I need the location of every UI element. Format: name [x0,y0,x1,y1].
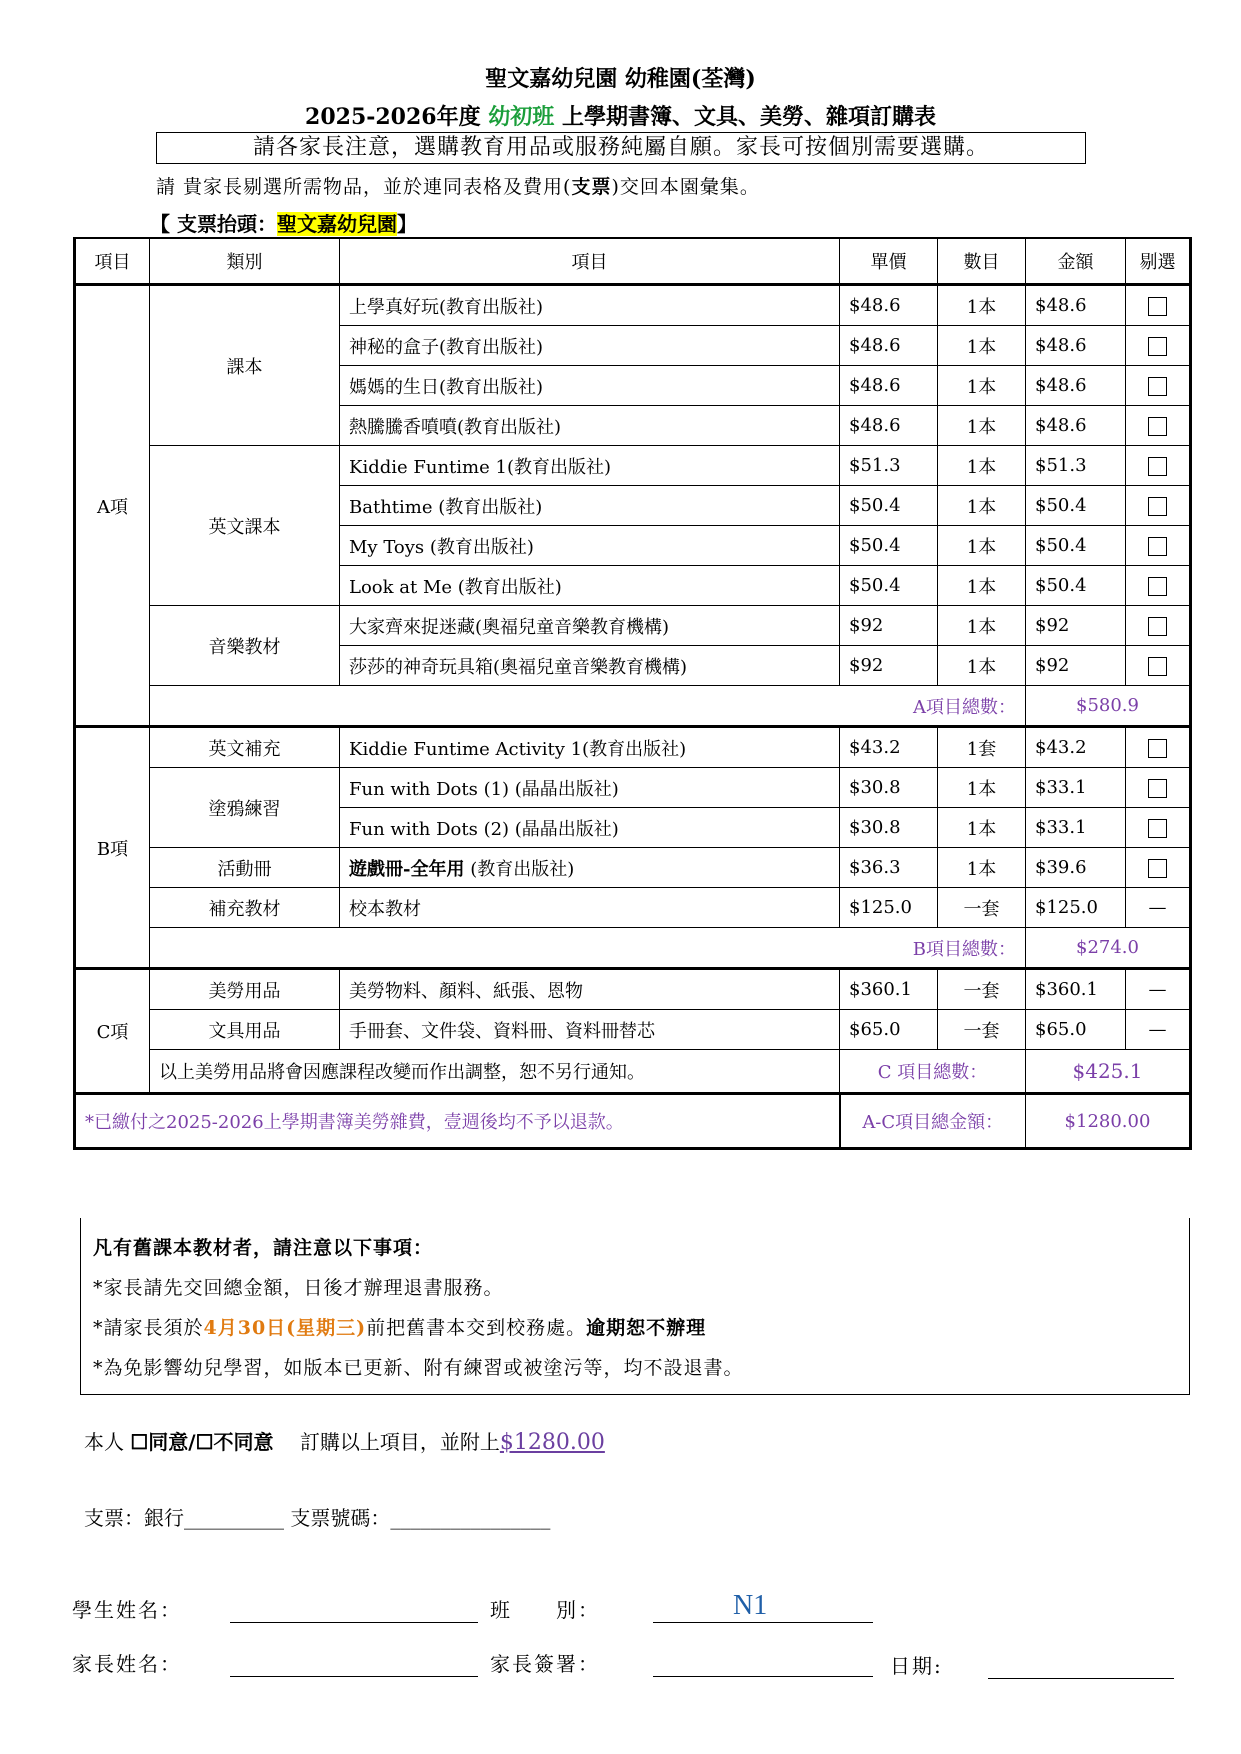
price-cell: $50.4 [840,526,938,566]
checkbox[interactable] [1148,337,1167,356]
student-name-field[interactable] [230,1622,478,1623]
item-cell: 媽媽的生日(教育出版社) [340,366,840,406]
table-header-row [75,238,1191,285]
qty-cell: 1本 [938,446,1026,486]
note-2-pre: *請家長須於 [93,1317,204,1339]
qty-cell: 一套 [938,969,1026,1010]
qty-cell: 1本 [938,406,1026,446]
voluntary-notice: 請各家長注意，選購教育用品或服務純屬自願。家長可按個別需要選購。 [156,132,1086,164]
item-publisher: (教育出版社) [464,858,575,880]
item-cell: 上學真好玩(教育出版社) [340,285,840,326]
item-cell: 莎莎的神奇玩具箱(奧福兒童音樂教育機構) [340,646,840,686]
select-mark: — [1126,888,1191,928]
category-cell: 英文課本 [150,446,340,606]
amount-cell: $50.4 [1026,486,1126,526]
section-c-total-row [75,1050,1191,1094]
col-header-select: 剔選 [1126,238,1191,285]
table-row [75,768,1191,808]
section-a-label: A項 [75,285,150,727]
col-header-item: 項目 [340,238,840,285]
amount-cell: $33.1 [1026,768,1126,808]
section-b-total-label: B項目總數： [150,928,1026,969]
qty-cell: 1本 [938,326,1026,366]
agreement-line [84,1426,605,1455]
amount-cell: $33.1 [1026,808,1126,848]
amount-cell: $50.4 [1026,566,1126,606]
order-table [73,237,1192,1150]
table-row [75,888,1191,928]
school-title: 聖文嘉幼兒園 幼稚園(荃灣) [485,66,756,92]
class-field[interactable] [653,1622,873,1623]
checkbox[interactable] [1148,617,1167,636]
col-header-price: 單價 [840,238,938,285]
category-cell: 音樂教材 [150,606,340,686]
grand-total-row [75,1094,1191,1149]
title-rest: 上學期書簿、文具、美勞、雜項訂購表 [554,104,936,130]
amount-cell: $48.6 [1026,285,1126,326]
cheque-payee-line [150,208,417,237]
note-2-bold: 逾期恕不辦理 [586,1317,707,1339]
item-cell: 熱騰騰香噴噴(教育出版社) [340,406,840,446]
item-cell: Kiddie Funtime Activity 1(教育出版社) [340,727,840,768]
checkbox[interactable] [1148,497,1167,516]
cheque-info-line: 支票：銀行__________ 支票號碼：________________ [84,1506,551,1530]
title-class: 幼初班 [488,104,555,130]
select-cell[interactable] [1126,848,1191,888]
select-cell[interactable] [1126,646,1191,686]
price-cell: $48.6 [840,326,938,366]
note-2-mid: 前把舊書本交到校務處。 [366,1317,587,1339]
instruction-post: )交回本園彙集。 [611,176,760,198]
col-header-section: 項目 [75,238,150,285]
price-cell: $50.4 [840,486,938,526]
price-cell: $43.2 [840,727,938,768]
parent-name-field[interactable] [230,1676,478,1677]
item-cell: 手冊套、文件袋、資料冊、資料冊替芯 [340,1010,840,1050]
grand-total: $1280.00 [1026,1094,1191,1149]
agreement-pre: 本人 [84,1430,131,1454]
price-cell: $51.3 [840,446,938,486]
art-supplies-note: 以上美勞用品將會因應課程改變而作出調整，恕不另行通知。 [150,1050,840,1094]
qty-cell: 1本 [938,285,1026,326]
date-label: 日期: [890,1654,943,1678]
section-c-total: $425.1 [1026,1050,1191,1094]
select-cell[interactable] [1126,285,1191,326]
category-cell: 活動冊 [150,848,340,888]
qty-cell: 1本 [938,646,1026,686]
qty-cell: 1本 [938,808,1026,848]
item-cell: My Toys (教育出版社) [340,526,840,566]
select-mark: — [1126,1010,1191,1050]
price-cell: $48.6 [840,406,938,446]
notes-heading: 凡有舊課本教材者，請注意以下事項： [93,1237,434,1259]
qty-cell: 一套 [938,1010,1026,1050]
category-cell: 美勞用品 [150,969,340,1010]
amount-cell: $65.0 [1026,1010,1126,1050]
return-books-notes [80,1218,1190,1395]
qty-cell: 1本 [938,768,1026,808]
note-1: *家長請先交回總金額，日後才辦理退書服務。 [93,1277,504,1299]
table-row [75,1010,1191,1050]
form-title [0,100,1241,131]
item-cell: Fun with Dots (2) (晶晶出版社) [340,808,840,848]
amount-cell: $48.6 [1026,326,1126,366]
agree-options[interactable]: ☐同意/☐不同意 [130,1430,274,1454]
select-cell[interactable] [1126,566,1191,606]
section-a-total-label: A項目總數： [150,686,1026,727]
class-label: 班 別： [490,1598,600,1622]
col-header-amount: 金額 [1026,238,1126,285]
price-cell: $36.3 [840,848,938,888]
price-cell: $48.6 [840,366,938,406]
checkbox[interactable] [1148,819,1167,838]
select-cell[interactable] [1126,366,1191,406]
checkbox[interactable] [1148,577,1167,596]
section-a-total-row [75,686,1191,727]
agreement-amount: $1280.00 [499,1430,605,1455]
amount-cell: $125.0 [1026,888,1126,928]
checkbox[interactable] [1148,779,1167,798]
amount-cell: $43.2 [1026,727,1126,768]
amount-cell: $39.6 [1026,848,1126,888]
qty-cell: 1本 [938,606,1026,646]
price-cell: $65.0 [840,1010,938,1050]
price-cell: $30.8 [840,768,938,808]
table-row [75,727,1191,768]
item-cell: 大家齊來捉迷藏(奧福兒童音樂教育機構) [340,606,840,646]
select-cell[interactable] [1126,406,1191,446]
note-2-date: 4月30日(星期三) [203,1317,367,1339]
instruction-pre: 請 貴家長剔選所需物品，並於連同表格及費用( [156,176,572,198]
section-a-total: $580.9 [1026,686,1191,727]
title-year: 2025-2026年度 [305,104,489,130]
grand-total-label: A-C項目總金額： [840,1094,1026,1149]
select-cell[interactable] [1126,727,1191,768]
cheque-prefix: 【 支票抬頭： [150,212,277,236]
table-row [75,446,1191,486]
select-mark: — [1126,969,1191,1010]
item-cell: Fun with Dots (1) (晶晶出版社) [340,768,840,808]
select-cell[interactable] [1126,808,1191,848]
price-cell: $125.0 [840,888,938,928]
checkbox[interactable] [1148,859,1167,878]
note-3: *為免影響幼兒學習，如版本已更新、附有練習或被塗污等，均不設退書。 [93,1357,744,1379]
select-cell[interactable] [1126,486,1191,526]
amount-cell: $51.3 [1026,446,1126,486]
qty-cell: 1本 [938,566,1026,606]
amount-cell: $48.6 [1026,406,1126,446]
item-cell: Bathtime (教育出版社) [340,486,840,526]
price-cell: $92 [840,606,938,646]
select-cell[interactable] [1126,446,1191,486]
table-row [75,285,1191,326]
section-c-total-label: C 項目總數： [840,1050,1026,1094]
checkbox[interactable] [1148,417,1167,436]
cheque-payee: 聖文嘉幼兒園 [276,212,397,236]
category-cell: 英文補充 [150,727,340,768]
amount-cell: $360.1 [1026,969,1126,1010]
qty-cell: 1套 [938,727,1026,768]
parent-sign-field[interactable] [653,1676,873,1677]
qty-cell: 1本 [938,366,1026,406]
instruction-bold: 支票 [571,176,612,198]
parent-name-label: 家長姓名： [72,1652,182,1676]
item-cell: 校本教材 [340,888,840,928]
class-value: N1 [733,1590,768,1621]
qty-cell: 1本 [938,486,1026,526]
price-cell: $30.8 [840,808,938,848]
item-cell: Kiddie Funtime 1(教育出版社) [340,446,840,486]
category-cell: 補充教材 [150,888,340,928]
select-cell[interactable] [1126,526,1191,566]
qty-cell: 1本 [938,848,1026,888]
select-cell[interactable] [1126,606,1191,646]
item-cell: 美勞物料、顏料、紙張、恩物 [340,969,840,1010]
item-cell: 神秘的盒子(教育出版社) [340,326,840,366]
amount-cell: $92 [1026,606,1126,646]
amount-cell: $92 [1026,646,1126,686]
category-cell: 文具用品 [150,1010,340,1050]
col-header-qty: 數目 [938,238,1026,285]
note-2 [81,1308,1189,1348]
checkbox[interactable] [1148,377,1167,396]
select-cell[interactable] [1126,768,1191,808]
item-bold: 遊戲冊-全年用 [349,858,465,880]
checkbox[interactable] [1148,457,1167,476]
col-header-category: 類別 [150,238,340,285]
refund-note: *已繳付之2025-2026上學期書簿美勞雜費，壹週後均不予以退款。 [75,1094,840,1149]
item-cell [340,848,840,888]
item-cell: Look at Me (教育出版社) [340,566,840,606]
category-cell: 塗鴉練習 [150,768,340,848]
agreement-mid: 訂購以上項目，並附上 [273,1430,500,1454]
price-cell: $92 [840,646,938,686]
student-name-label: 學生姓名： [72,1598,182,1622]
qty-cell: 1本 [938,526,1026,566]
cheque-suffix: 】 [396,212,417,236]
price-cell: $50.4 [840,566,938,606]
table-row [75,848,1191,888]
checkbox[interactable] [1148,657,1167,676]
table-row [75,969,1191,1010]
checkbox[interactable] [1148,297,1167,316]
amount-cell: $48.6 [1026,366,1126,406]
checkbox[interactable] [1148,739,1167,758]
price-cell: $48.6 [840,285,938,326]
date-field[interactable] [988,1678,1174,1679]
checkbox[interactable] [1148,537,1167,556]
select-cell[interactable] [1126,326,1191,366]
section-b-total-row [75,928,1191,969]
table-row [75,606,1191,646]
instruction-line [156,172,760,199]
section-b-label: B項 [75,727,150,969]
price-cell: $360.1 [840,969,938,1010]
parent-sign-label: 家長簽署： [490,1652,600,1676]
section-b-total: $274.0 [1026,928,1191,969]
qty-cell: 一套 [938,888,1026,928]
category-cell: 課本 [150,285,340,446]
section-c-label: C項 [75,969,150,1094]
amount-cell: $50.4 [1026,526,1126,566]
